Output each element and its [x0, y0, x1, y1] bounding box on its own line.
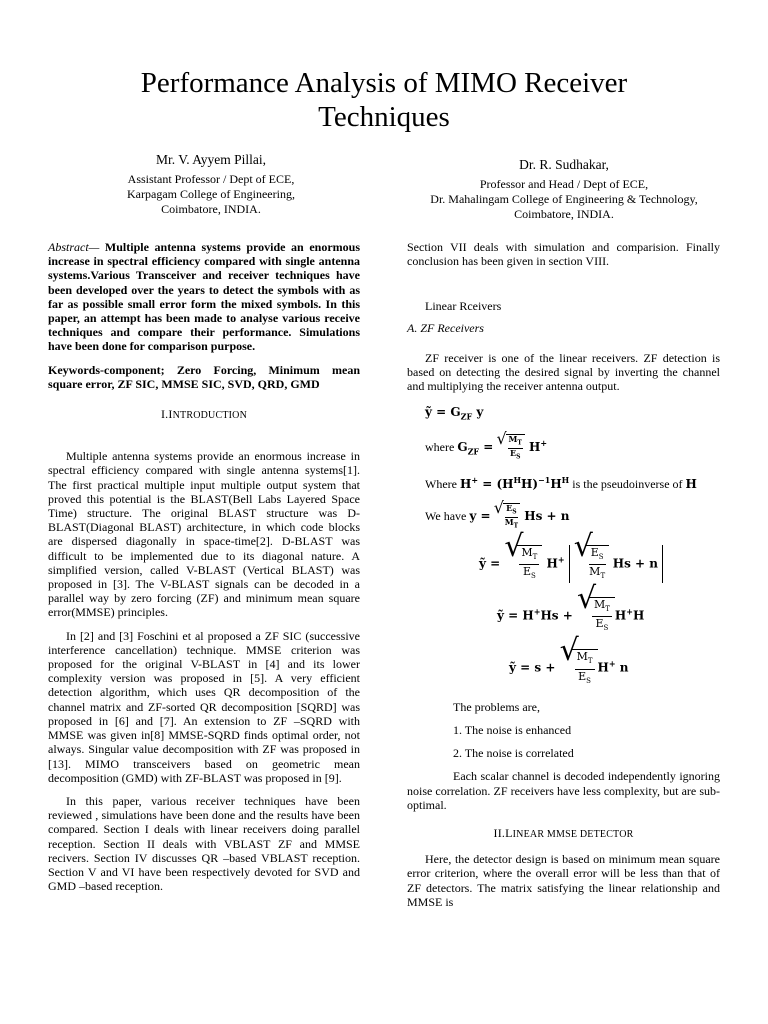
- sqrt-symbol: √ $\frac{E_S}{M_T}$: [586, 545, 609, 583]
- author-1-block: [95, 150, 327, 217]
- sqrt-symbol: √ $\frac{M_T}{E_S}$: [516, 545, 542, 583]
- zf-paragraph: ZF receiver is one of the linear receivers. ZF detection is based on detecting the desired signal by inverting the channel and multiplying the receiver antenna output.: [407, 350, 720, 394]
- eq1-end: y: [472, 405, 484, 420]
- sqrt-symbol: √ $\frac{M_T}{E_S}$: [589, 597, 615, 635]
- section-title: NTRODUCTION: [172, 410, 248, 422]
- author-2-college: Dr. Mahalingam College of Engineering & Technology,: [430, 192, 698, 206]
- abstract: [48, 240, 360, 354]
- equation-2: where $G_{ZF}$ = √ $\frac{M_T}{E_S} H^+$: [425, 434, 720, 461]
- where-label-2: Where: [425, 477, 460, 492]
- sqrt-symbol: √ $\frac{M_T}{E_S}$: [572, 649, 598, 687]
- eq1-text: ỹ = G: [425, 405, 461, 420]
- left-column: [48, 240, 360, 902]
- right-column: [407, 240, 720, 918]
- linear-receivers-heading: Linear Rceivers: [425, 299, 502, 314]
- author-1-college: Karpagam College of Engineering,: [127, 187, 295, 201]
- section-initial: I: [168, 407, 173, 422]
- intro-paragraph-3: In this paper, various receiver techniques have been reviewed , simulations have been done and the results have been compared. Section I deals with linear receivers doing parallel reception. Section II deals with VBLAST ZF and MMSE recivers. Section IV discusses QR –based VBLAST reception. Section V and VI have been respectively devoted for SVD and GMD –based reception.: [48, 793, 360, 894]
- abstract-label: Abstract—: [48, 240, 100, 254]
- equation-5: ỹ = √ $\frac{M_T}{E_S} H^+$ √ $\frac{E_S}{M_T}$ Hs + n: [479, 545, 720, 583]
- author-1-affiliation: Assistant Professor / Dept of ECE,: [127, 172, 295, 186]
- section-number: II.: [493, 825, 506, 840]
- equation-3: Where $H^+ = (H^HH)^{-1}H^H$ is the pseudoinverse of H: [425, 475, 697, 492]
- problem-2: 2. The noise is correlated: [453, 746, 574, 761]
- abstract-text: Multiple antenna systems provide an enormous increase in spectral efficiency compared with single antenna systems.Various Transceiver and receiver techniques have been developed over the years to detect the symbols with as far as possible small error form the mixed symbols. In this paper, an attempt has been made to analyse various receive techniques and compare their performance. Simulations have been done for comparison purpose.: [48, 240, 360, 354]
- mmse-paragraph: Here, the detector design is based on minimum mean square error criterion, where the overall error will be less than that of ZF detectors. The matrix satisfying the linear relationship and MMSE is: [407, 852, 720, 909]
- author-1-name: Mr. V. Ayyem Pillai,: [155, 152, 267, 167]
- section-number: I.: [160, 407, 169, 422]
- equation-6: ỹ = H+Hs + √ $\frac{M_T}{E_S} H^+H$: [497, 597, 720, 635]
- section-heading-mmse: [407, 826, 720, 842]
- we-have-label: We have: [425, 509, 470, 524]
- title-line-1: Performance Analysis of MIMO Receiver: [140, 67, 628, 99]
- equation-7: ỹ = s + √ $\frac{M_T}{E_S} H^+$ n: [509, 649, 720, 687]
- eq1-subscript: ZF: [460, 411, 473, 422]
- bracket: √ $\frac{E_S}{M_T}$ Hs + n: [569, 545, 663, 583]
- zf-conclusion-paragraph: Each scalar channel is decoded independently ignoring noise correlation. ZF receivers have less complexity, but are sub-optimal.: [407, 769, 720, 812]
- section-title-2: INEAR MMSE DETECTOR: [512, 828, 634, 840]
- keywords: Keywords-component; Zero Forcing, Minimum mean square error, ZF SIC, MMSE SIC, SVD, QRD, GMD: [48, 362, 360, 391]
- zf-subsection-title: A. ZF Receivers: [407, 320, 484, 335]
- author-2-location: Coimbatore, INDIA.: [514, 207, 614, 221]
- intro-paragraph-1: Multiple antenna systems provide an enormous increase in spectral efficiency compared with single antenna systems[1]. The first practical multiple input multiple output system that proved this potential is the BLAST(Bell Labs Layered Space Time) structure. The original BLAST structure was D-BLAST(Diagonal BLAST) architecture, in which code blocks are dispersed diagonally in space-time[2]. D-BLAST was difficult to be implemented due to its diagonal nature. A simplified version, called V-BLAST (Vertical BLAST) was proposed in [3]. The V-BLAST signals can be decoded in a parallel way by zero forcing (ZF) and minimum mean square error(MMSE) principles.: [48, 449, 360, 620]
- author-2-block: [405, 155, 723, 222]
- intro-paragraph-2: In [2] and [3] Foschini et al proposed a ZF SIC (successive interference cancellation) technique. MMSE criterion was proposed for the original V-BLAST in [4] and its lower complexity version was proposed in [5]. A very efficient detection algorithm, which uses QR decomposition of the channel matrix and ZF-sorted QR decomposition [SQRD] was proposed in [6] and [7]. An extension to ZF –SQRD with MMSE was given in[8] MMSE-SQRD finds optimal order, not always. Singular value decomposition with ZF was proposed in [13]. MIMO transceivers based on geometric mean decomposition (GMD) with ZF-BLAST was proposed in [9].: [48, 628, 360, 785]
- author-1-location: Coimbatore, INDIA.: [161, 202, 261, 216]
- where-label: where: [425, 440, 458, 455]
- problems-label: The problems are,: [453, 699, 540, 714]
- section-heading-introduction: [48, 407, 360, 423]
- problem-1: 1. The noise is enhanced: [453, 722, 572, 737]
- pseudoinverse-text: is the pseudoinverse of: [569, 477, 686, 492]
- right-paragraph-1: Section VII deals with simulation and comparision. Finally conclusion has been given in section VIII.: [407, 240, 720, 269]
- author-2-affiliation: Professor and Head / Dept of ECE,: [479, 177, 649, 191]
- section-initial-2: L: [505, 825, 513, 840]
- equation-4: We have y = √ $\frac{E_S}{M_T}$ Hs + n: [425, 503, 720, 530]
- paper-title: [0, 66, 768, 134]
- sqrt-symbol: √ $\frac{M_T}{E_S}$: [506, 434, 525, 461]
- title-line-2: Techniques: [318, 101, 450, 133]
- zf-subsection-heading: [407, 321, 720, 335]
- sqrt-symbol: √ $\frac{E_S}{M_T}$: [503, 503, 520, 530]
- equation-1: [425, 405, 720, 424]
- author-2-name: Dr. R. Sudhakar,: [519, 157, 609, 172]
